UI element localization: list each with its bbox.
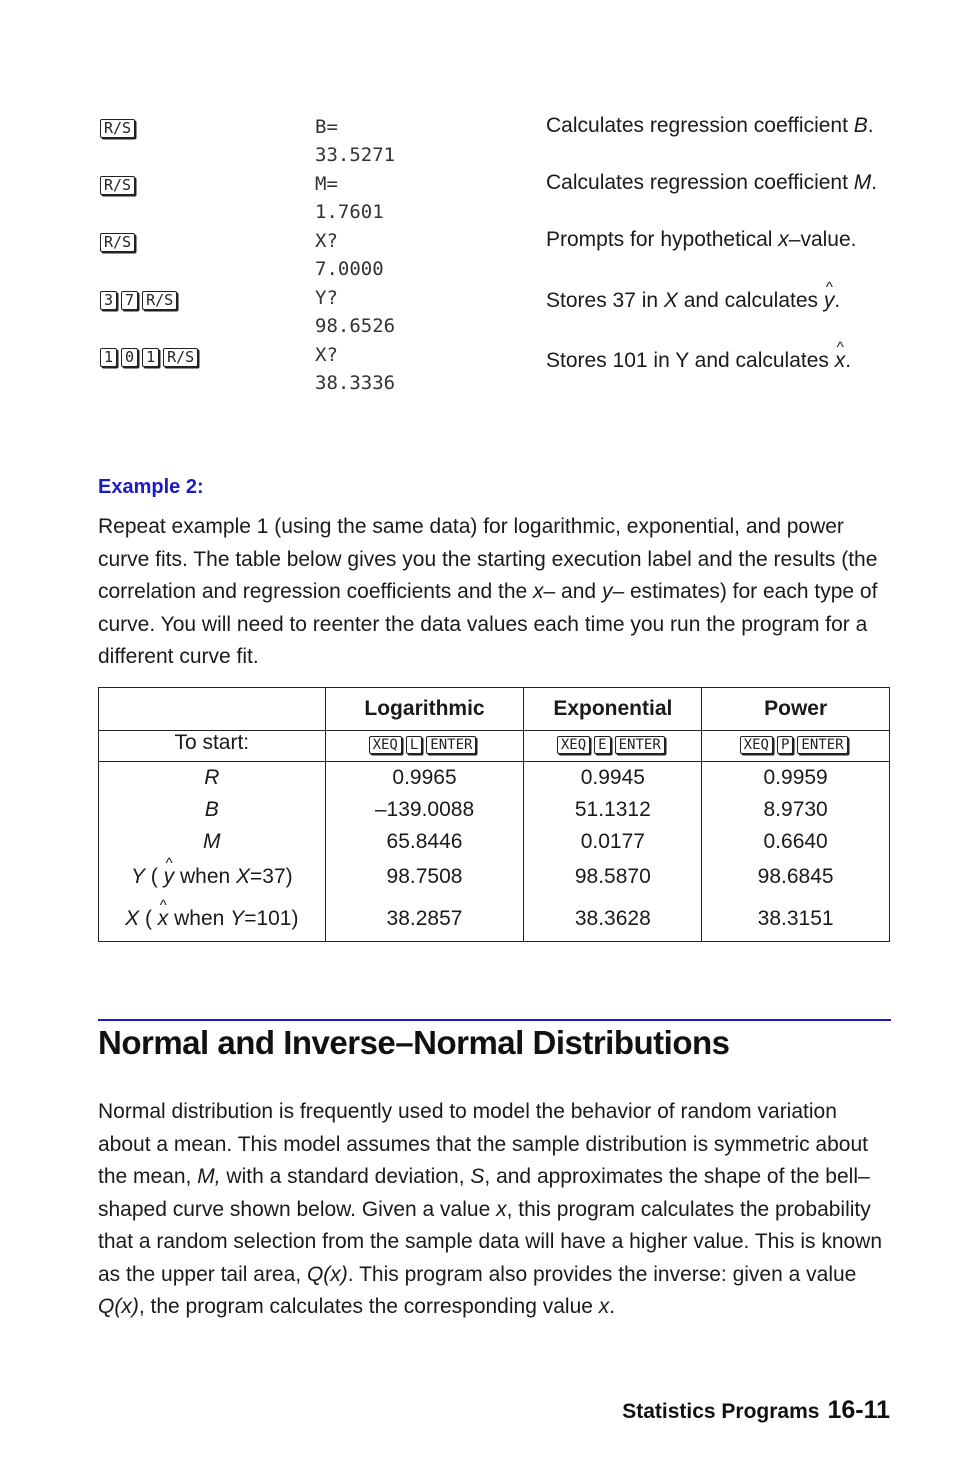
key-sequence bbox=[100, 233, 139, 252]
page-footer bbox=[622, 1396, 890, 1425]
digit-key: 3 bbox=[100, 291, 117, 310]
digit-key: 7 bbox=[121, 291, 138, 310]
table-cell: 38.2857 bbox=[325, 896, 524, 942]
x-hat-symbol: ^ x bbox=[835, 349, 846, 373]
table-cell: 0.9959 bbox=[702, 762, 890, 795]
section-divider bbox=[98, 1019, 891, 1021]
lcd-display: M= 1.7601 bbox=[315, 173, 384, 223]
header-cell: Logarithmic bbox=[325, 688, 524, 731]
digit-key: 1 bbox=[100, 348, 117, 367]
table-cell: 0.9945 bbox=[524, 762, 702, 795]
footer-title: Statistics Programs bbox=[622, 1400, 820, 1423]
lcd-display: X? 38.3336 bbox=[315, 344, 396, 394]
key-sequence bbox=[100, 291, 181, 310]
rs-key: R/S bbox=[100, 176, 135, 195]
row-label: B bbox=[99, 794, 326, 826]
row-label: M bbox=[99, 826, 326, 858]
start-keys: XEQ L ENTER bbox=[325, 731, 524, 762]
table-cell: 0.0177 bbox=[524, 826, 702, 858]
table-row bbox=[99, 896, 890, 942]
table-row bbox=[99, 858, 890, 896]
lcd-display bbox=[315, 113, 395, 169]
table-cell: 98.6845 bbox=[702, 858, 890, 896]
lcd-line: B= bbox=[315, 116, 338, 138]
table-cell: 98.7508 bbox=[325, 858, 524, 896]
rs-key: R/S bbox=[142, 291, 177, 310]
table-cell: 8.9730 bbox=[702, 794, 890, 826]
key-sequence bbox=[100, 119, 139, 138]
digit-key: 1 bbox=[142, 348, 159, 367]
table-cell: 0.6640 bbox=[702, 826, 890, 858]
table-cell: 0.9965 bbox=[325, 762, 524, 795]
lcd-line: 33.5271 bbox=[315, 144, 396, 166]
header-cell: Power bbox=[702, 688, 890, 731]
row-label: X ( ^ x when Y=101) bbox=[99, 896, 326, 942]
table-cell: 51.1312 bbox=[524, 794, 702, 826]
lcd-display: Y? 98.6526 bbox=[315, 287, 396, 337]
table-cell: 65.8446 bbox=[325, 826, 524, 858]
table-cell: 38.3628 bbox=[524, 896, 702, 942]
step-description: Prompts for hypothetical x–value. bbox=[546, 228, 857, 251]
row-label: R bbox=[99, 762, 326, 795]
table-row bbox=[99, 731, 890, 762]
table-cell: 38.3151 bbox=[702, 896, 890, 942]
start-keys: XEQ E ENTER bbox=[524, 731, 702, 762]
table-row bbox=[99, 826, 890, 858]
table-cell: –139.0088 bbox=[325, 794, 524, 826]
header-cell: Exponential bbox=[524, 688, 702, 731]
results-table bbox=[98, 687, 890, 942]
row-label: To start: bbox=[99, 731, 326, 762]
header-cell bbox=[99, 688, 326, 731]
rs-key: R/S bbox=[163, 348, 198, 367]
y-hat-symbol: ^ y bbox=[824, 289, 835, 313]
table-row bbox=[99, 762, 890, 795]
example-heading: Example 2: bbox=[98, 476, 204, 498]
page-number: 16-11 bbox=[827, 1396, 890, 1424]
step-description: Calculates regression coefficient M. bbox=[546, 171, 878, 194]
table-cell: 98.5870 bbox=[524, 858, 702, 896]
step-description: Calculates regression coefficient B. bbox=[546, 114, 874, 137]
table-row bbox=[99, 794, 890, 826]
lcd-display: X? 7.0000 bbox=[315, 230, 384, 280]
key-sequence bbox=[100, 348, 202, 367]
section-paragraph: Normal distribution is frequently used to model the behavior of random variation about a mean. This model assumes that the sample distribution is symmetric about the mean, M, with a standard deviation, S, and approximates the shape of the bell–shaped curve shown below. Given a value x, this program calculates the probability that a random selection from the sample data will have a higher value. This is known as the upper tail area, Q(x). This program also provides the inverse: given a value Q(x), the program calculates the corresponding value x. bbox=[98, 1100, 883, 1318]
section-title: Normal and Inverse–Normal Distributions bbox=[98, 1024, 730, 1061]
digit-key: 0 bbox=[121, 348, 138, 367]
table-header-row bbox=[99, 688, 890, 731]
step-description: Stores 101 in Y and calculates ^ x. bbox=[546, 349, 851, 373]
row-label: Y ( ^ y when X=37) bbox=[99, 858, 326, 896]
start-keys: XEQ P ENTER bbox=[702, 731, 890, 762]
example-paragraph: Repeat example 1 (using the same data) for logarithmic, exponential, and power curve fits. The table below gives you the starting execution label and the results (the correlation and regression coefficients and the x– and y– estimates) for each type of curve. You will need to reenter the data values each time you run the program for a different curve fit. bbox=[98, 515, 878, 668]
rs-key: R/S bbox=[100, 119, 135, 138]
rs-key: R/S bbox=[100, 233, 135, 252]
step-description: Stores 37 in X and calculates ^ y. bbox=[546, 289, 840, 313]
key-sequence bbox=[100, 176, 139, 195]
